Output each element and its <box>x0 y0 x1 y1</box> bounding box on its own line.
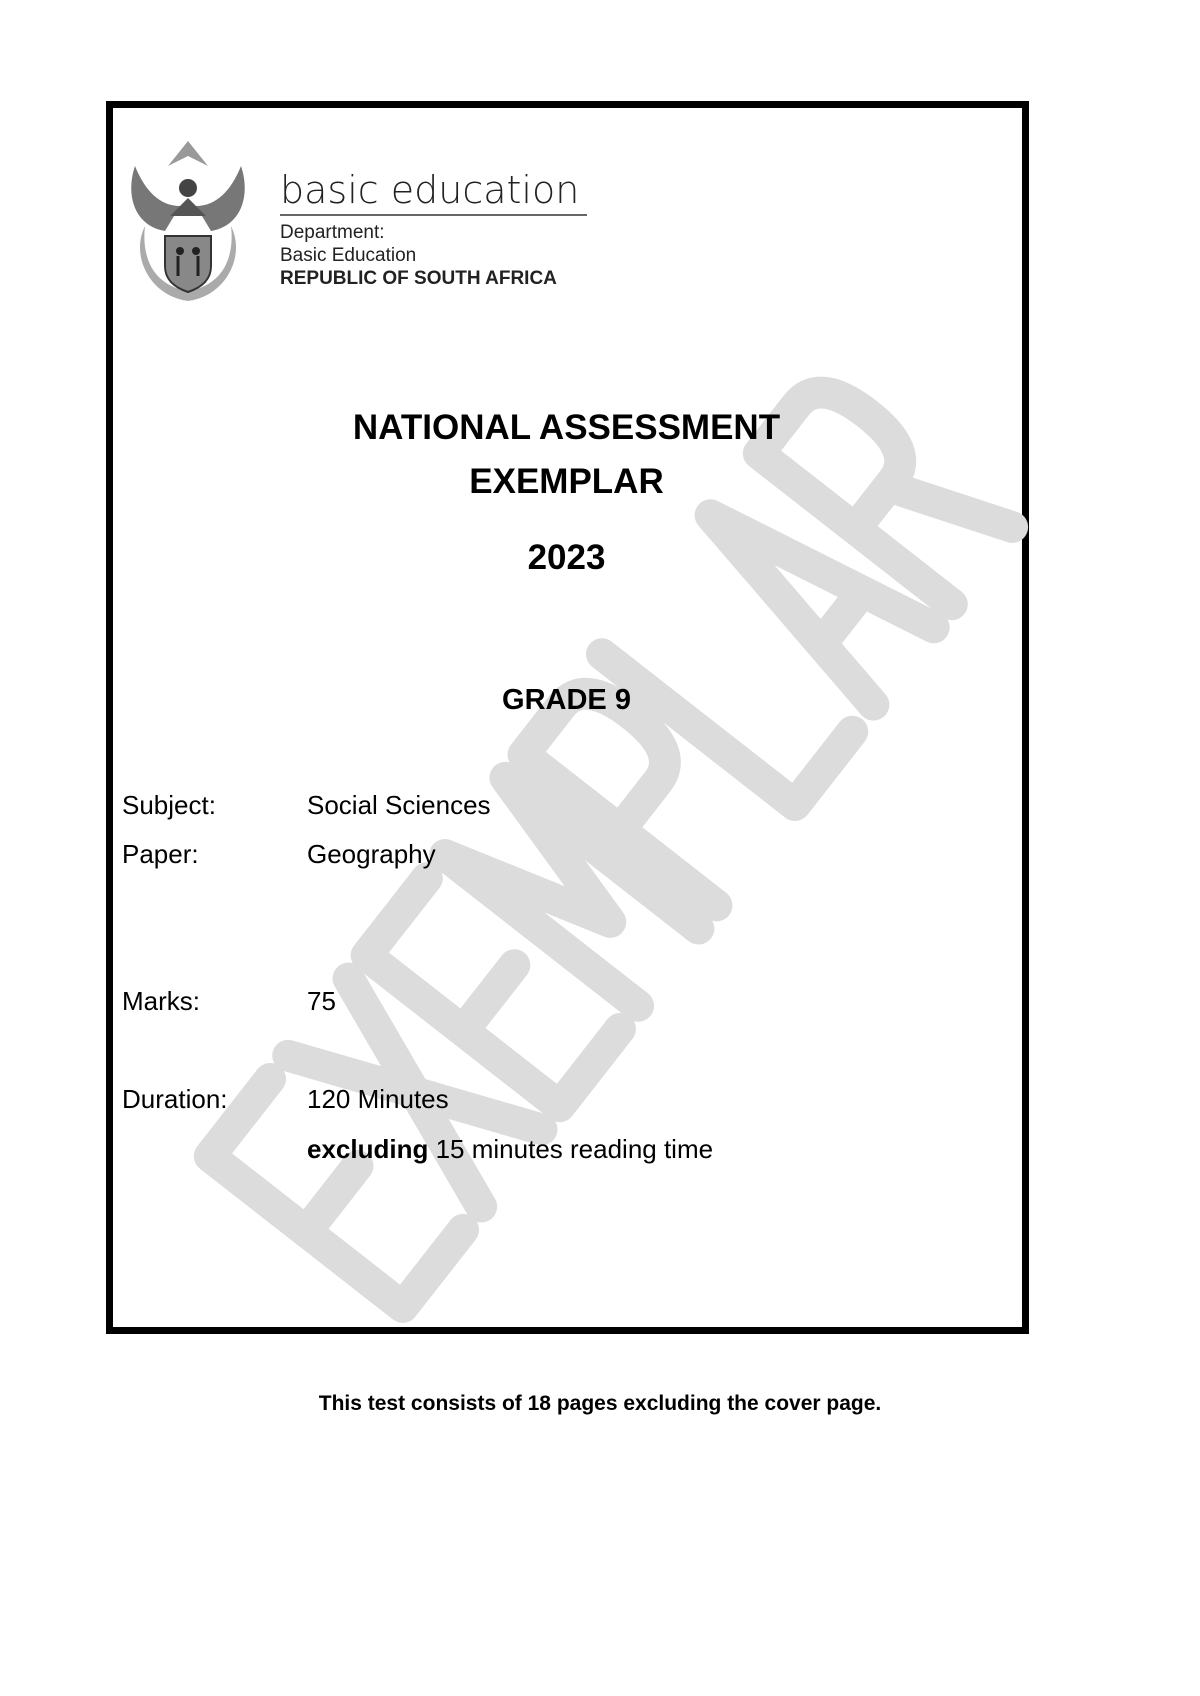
coat-of-arms-icon <box>125 136 251 306</box>
reading-time <box>307 1134 713 1165</box>
marks-label: Marks: <box>122 986 200 1016</box>
subject-label: Subject: <box>122 790 216 820</box>
subject-value: Social Sciences <box>307 790 491 820</box>
paper-value: Geography <box>307 839 436 869</box>
marks-value: 75 <box>307 986 336 1016</box>
page-count-note: This test consists of 18 pages excluding the cover page. <box>318 1392 882 1415</box>
brand-name: basic education <box>280 168 580 212</box>
dept-line-3: REPUBLIC OF SOUTH AFRICA <box>280 268 557 289</box>
paper-label: Paper: <box>122 839 199 869</box>
title-year: 2023 <box>527 538 606 577</box>
grade-heading: GRADE 9 <box>502 684 631 716</box>
dept-line-1: Department: <box>280 222 385 243</box>
title-line-2: EXEMPLAR <box>469 462 664 501</box>
reading-time-rest: 15 minutes reading time <box>435 1134 714 1164</box>
duration-value: 120 Minutes <box>307 1084 449 1114</box>
title-line-1: NATIONAL ASSESSMENT <box>352 408 781 447</box>
dept-line-2: Basic Education <box>280 245 417 266</box>
duration-label: Duration: <box>122 1084 228 1114</box>
reading-time-bold: excluding <box>307 1134 429 1164</box>
brand-underline <box>280 214 587 216</box>
